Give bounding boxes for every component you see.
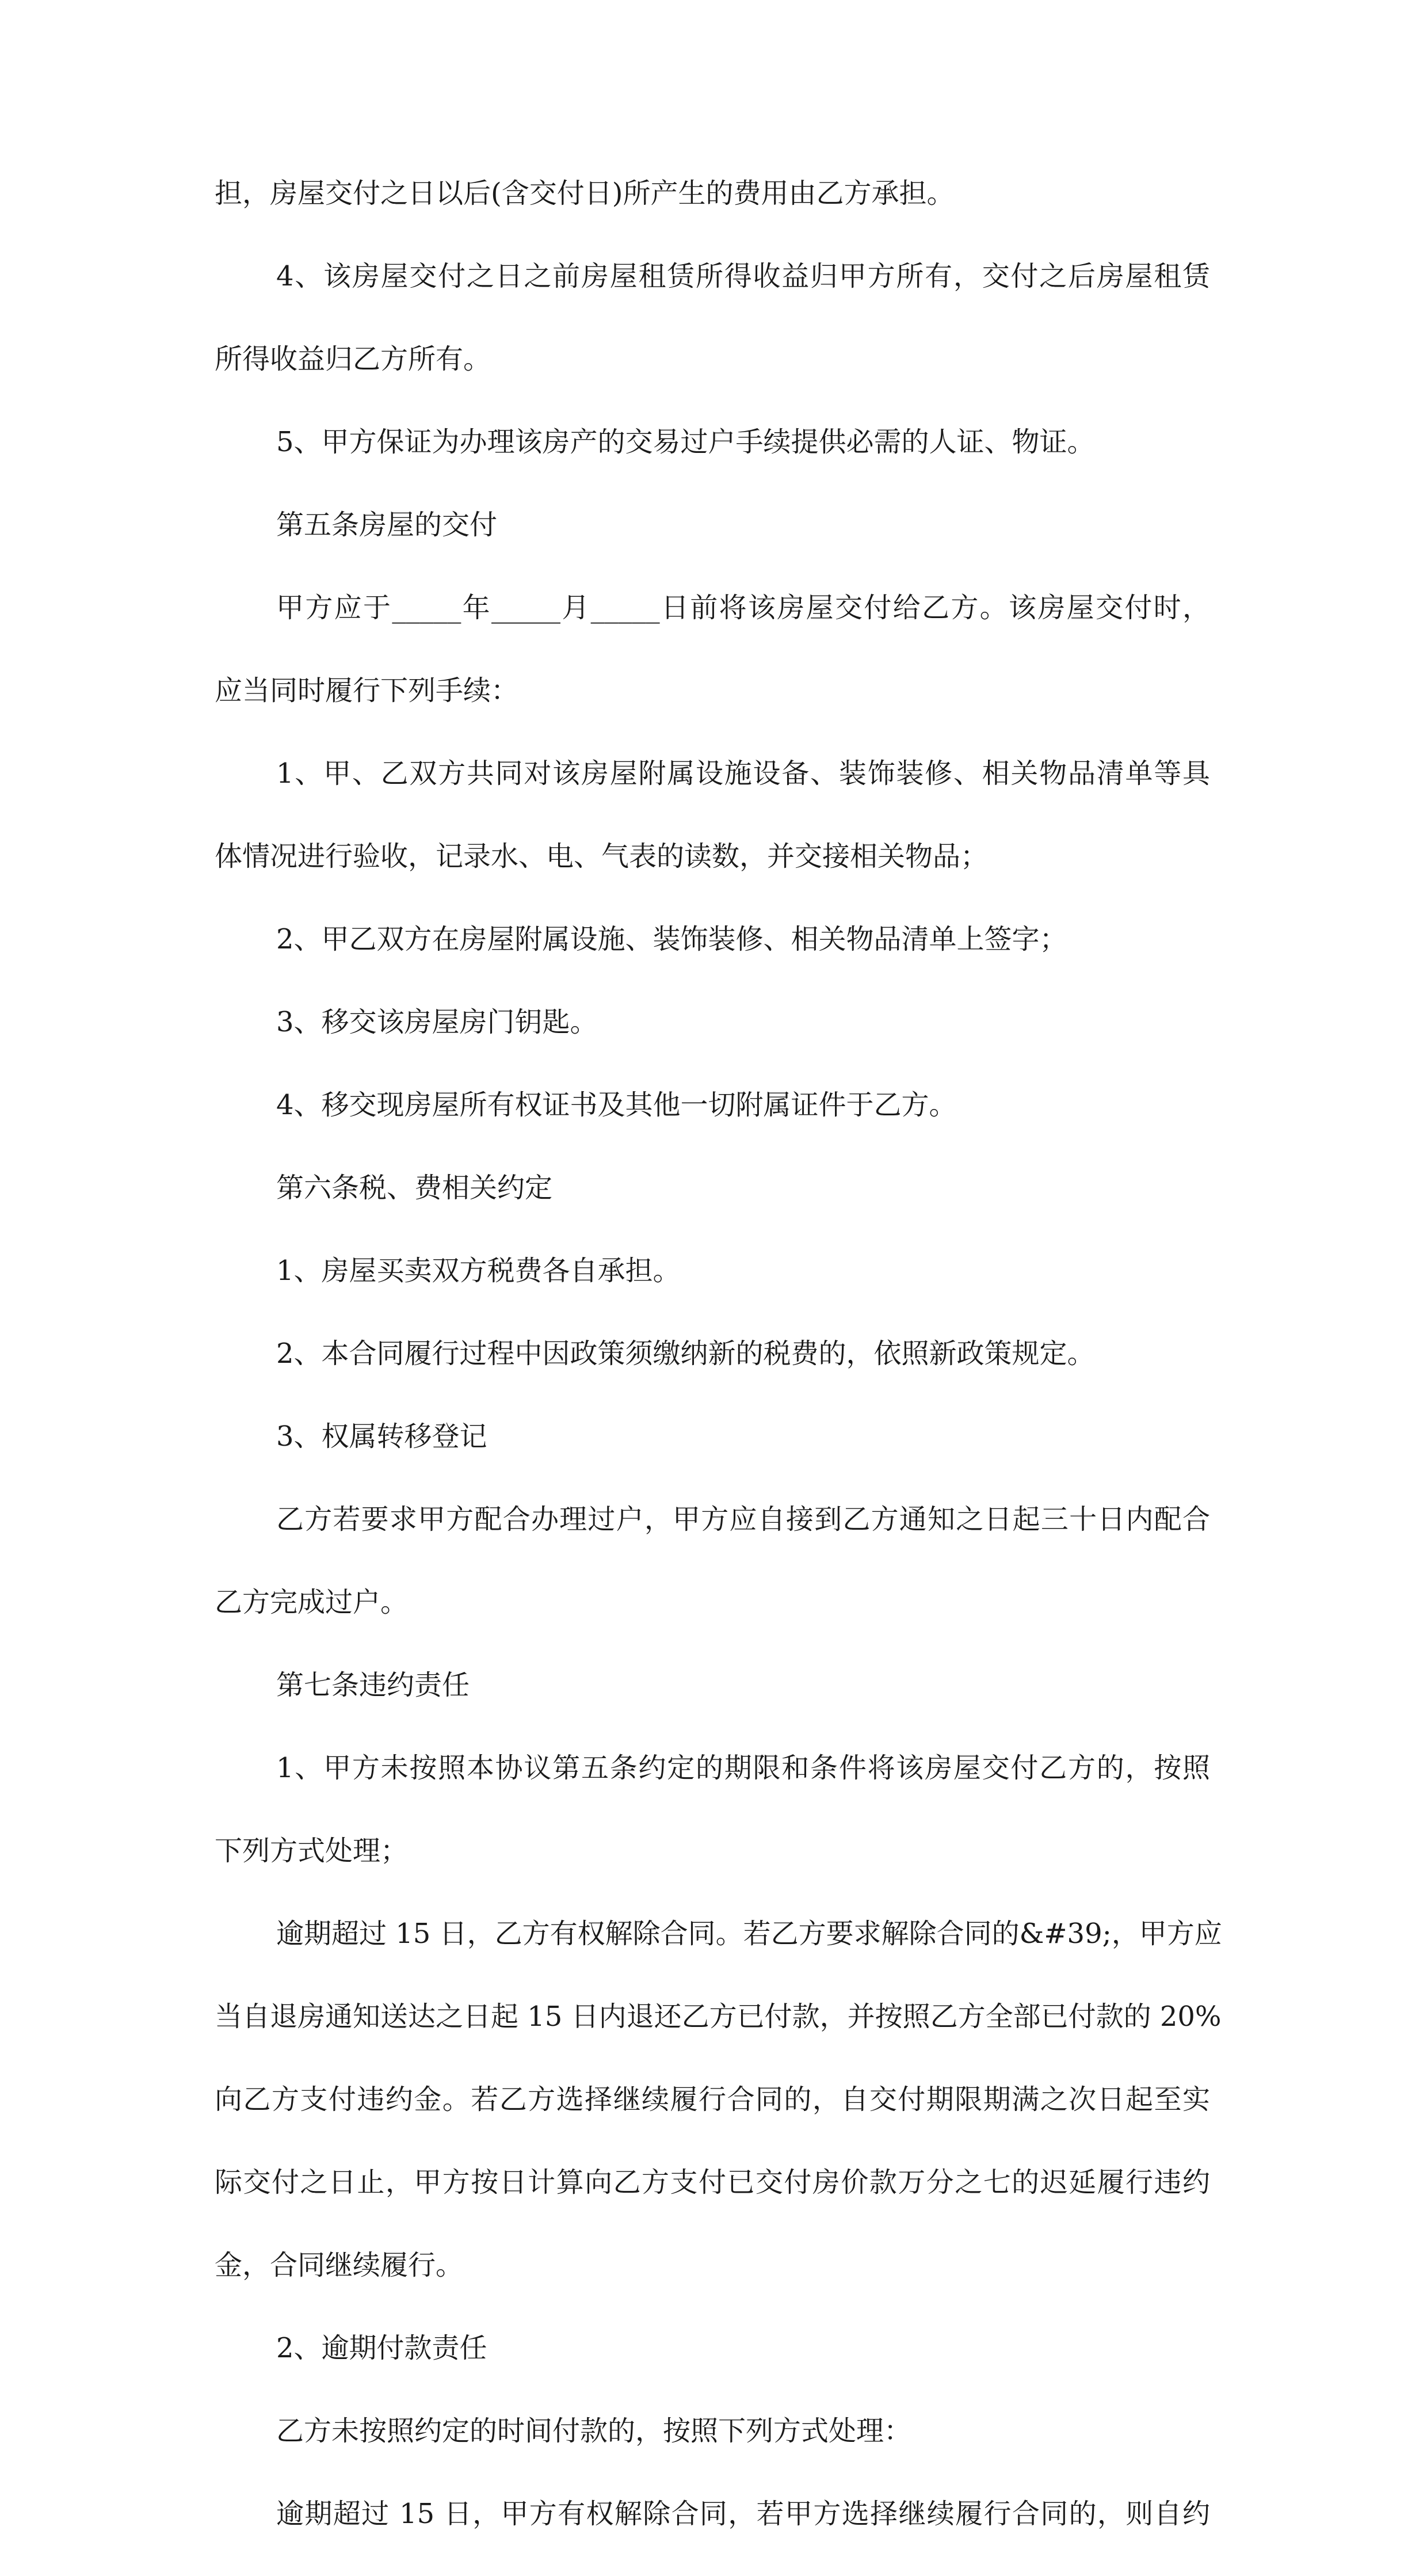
section-heading: 第五条房屋的交付 — [276, 509, 498, 541]
section-heading: 第七条违约责任 — [276, 1669, 470, 1701]
text-line: 2、甲乙双方在房屋附属设施、装饰装修、相关物品清单上签字； — [276, 923, 1067, 955]
text-line: 3、移交该房屋房门钥匙。 — [276, 1006, 598, 1038]
text-line: 1、甲方未按照本协议第五条约定的期限和条件将该房屋交付乙方的，按照 — [276, 1752, 1210, 1784]
text-line: 下列方式处理； — [215, 1835, 409, 1867]
text-line: 担，房屋交付之日以后(含交付日)所产生的费用由乙方承担。 — [215, 177, 955, 209]
text-line: 5、甲方保证为办理该房产的交易过户手续提供必需的人证、物证。 — [276, 426, 1095, 458]
text-line: 1、甲、乙双方共同对该房屋附属设施设备、装饰装修、相关物品清单等具 — [276, 757, 1210, 790]
text-line: 乙方完成过户。 — [215, 1586, 409, 1618]
text-line: 向乙方支付违约金。若乙方选择继续履行合同的，自交付期限期满之次日起至实 — [215, 2083, 1210, 2116]
text-line: 乙方未按照约定的时间付款的，按照下列方式处理： — [276, 2415, 912, 2447]
text-line: 4、该房屋交付之日之前房屋租赁所得收益归甲方所有，交付之后房屋租赁 — [276, 260, 1210, 292]
text-line: 2、本合同履行过程中因政策须缴纳新的税费的，依照新政策规定。 — [276, 1337, 1095, 1370]
text-line: 逾期超过 15 日，乙方有权解除合同。若乙方要求解除合同的&#39;，甲方应 — [276, 1918, 1222, 1950]
text-line: 金，合同继续履行。 — [215, 2249, 464, 2281]
text-line: 应当同时履行下列手续： — [215, 675, 519, 707]
text-line: 逾期超过 15 日，甲方有权解除合同，若甲方选择继续履行合同的，则自约 — [276, 2498, 1210, 2530]
text-line: 4、移交现房屋所有权证书及其他一切附属证件于乙方。 — [276, 1089, 957, 1121]
text-line: 3、权属转移登记 — [276, 1420, 487, 1453]
section-heading: 第六条税、费相关约定 — [276, 1172, 553, 1204]
text-line: 际交付之日止，甲方按日计算向乙方支付已交付房价款万分之七的迟延履行违约 — [215, 2166, 1210, 2198]
text-line: 2、逾期付款责任 — [276, 2332, 487, 2364]
text-line: 甲方应于_____年_____月_____日前将该房屋交付给乙方。该房屋交付时， — [276, 592, 1210, 624]
text-line: 1、房屋买卖双方税费各自承担。 — [276, 1255, 681, 1287]
text-line: 体情况进行验收，记录水、电、气表的读数，并交接相关物品； — [215, 840, 989, 872]
contract-body — [215, 173, 1222, 2576]
text-line: 所得收益归乙方所有。 — [215, 343, 491, 375]
text-line: 乙方若要求甲方配合办理过户，甲方应自接到乙方通知之日起三十日内配合 — [276, 1503, 1210, 1535]
text-line: 当自退房通知送达之日起 15 日内退还乙方已付款，并按照乙方全部已付款的 20% — [215, 2000, 1222, 2033]
